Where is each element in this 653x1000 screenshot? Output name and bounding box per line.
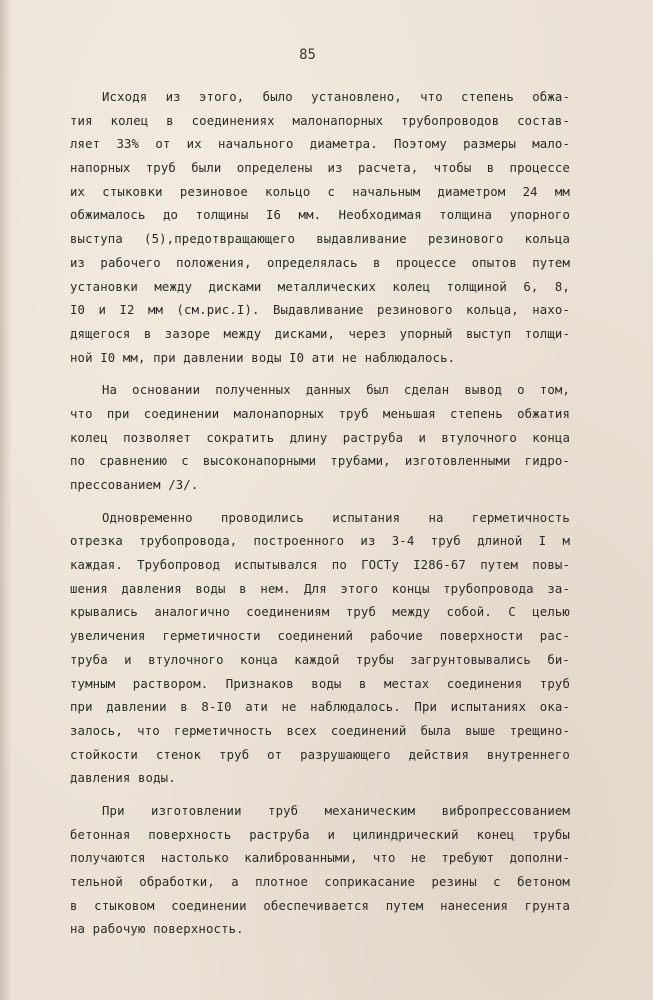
- text-line: залось, что герметичность всех соединений была выше трещино-: [70, 723, 570, 738]
- paragraph: [70, 86, 570, 370]
- text-line: ляет 33% от их начального диаметра. Поэтому размеры мало-: [70, 137, 570, 152]
- text-line: обжималось до толщины I6 мм. Необходимая толщина упорного: [70, 208, 570, 223]
- text-line: На основании полученных данных был сделан вывод о том,: [102, 383, 570, 398]
- text-line: дящегося в зазоре между дисками, через упорный выступ толщи-: [70, 326, 570, 341]
- text-line: труба и втулочного конца каждой трубы загрунтовывались би-: [70, 652, 570, 667]
- text-line: каждая. Трубопровод испытывался по ГОСТу I286-67 путем повы-: [70, 558, 570, 573]
- body-text: [70, 86, 570, 942]
- text-line: установки между дисками металлических колец толщиной 6, 8,: [70, 279, 570, 294]
- text-line: при давлении в 8-I0 ати не наблюдалось. При испытаниях ока-: [70, 700, 570, 715]
- text-line: крывались аналогично соединениям труб между собой. С целью: [70, 605, 570, 620]
- text-line: стойкости стенок труб от разрушающего действия внутреннего: [70, 747, 570, 762]
- text-line: отрезка трубопровода, построенного из 3-4 труб длиной I м: [70, 534, 570, 549]
- text-line: При изготовлении труб механическим вибропрессованием: [102, 803, 570, 818]
- text-line: бетонная поверхность раструба и цилиндрический конец трубы: [70, 827, 570, 842]
- text-line: шения давления воды в нем. Для этого концы трубопровода за-: [70, 581, 570, 596]
- text-line: по сравнению с высоконапорными трубами, изготовленными гидро-: [70, 454, 570, 469]
- paragraph: [70, 800, 570, 942]
- text-line: тельной обработки, а плотное соприкасание резины с бетоном: [70, 875, 570, 889]
- text-line: I0 и I2 мм (см.рис.I). Выдавливание резинового кольца, нахо-: [70, 303, 570, 318]
- text-line: на рабочую поверхность.: [70, 922, 244, 937]
- text-line: из рабочего положения, определялась в процессе опытов путем: [70, 255, 570, 270]
- text-line: тия колец в соединениях малонапорных трубопроводов состав-: [70, 113, 570, 128]
- text-line: колец позволяет сократить длину раструба и втулочного конца: [70, 430, 570, 445]
- text-line: прессованием /3/.: [70, 478, 199, 492]
- text-line: их стыковки резиновое кольцо с начальным диаметром 24 мм: [70, 184, 570, 199]
- paragraph: [70, 379, 570, 497]
- text-line: давления воды.: [70, 771, 176, 786]
- text-line: выступа (5),предотвращающего выдавливание резинового кольца: [70, 232, 570, 247]
- text-line: в стыковом соединении обеспечивается путем нанесения грунта: [70, 898, 570, 913]
- paragraph: [70, 507, 570, 791]
- text-line: Исходя из этого, было установлено, что степень обжа-: [102, 90, 570, 104]
- page-number: 85: [299, 47, 316, 63]
- text-line: Одновременно проводились испытания на герметичность: [102, 510, 570, 525]
- text-line: получаются настолько калиброванными, что не требуют дополни-: [70, 851, 570, 866]
- text-line: что при соединении малонапорных труб меньшая степень обжатия: [70, 406, 570, 421]
- text-line: напорных труб были определены из расчета, чтобы в процессе: [70, 161, 570, 176]
- text-line: увеличения герметичности соединений рабочие поверхности рас-: [70, 629, 570, 644]
- text-line: ной I0 мм, при давлении воды I0 ати не наблюдалось.: [70, 350, 456, 365]
- page-edge-shadow: [0, 0, 12, 1000]
- text-line: тумным раствором. Признаков воды в местах соединения труб: [70, 676, 570, 691]
